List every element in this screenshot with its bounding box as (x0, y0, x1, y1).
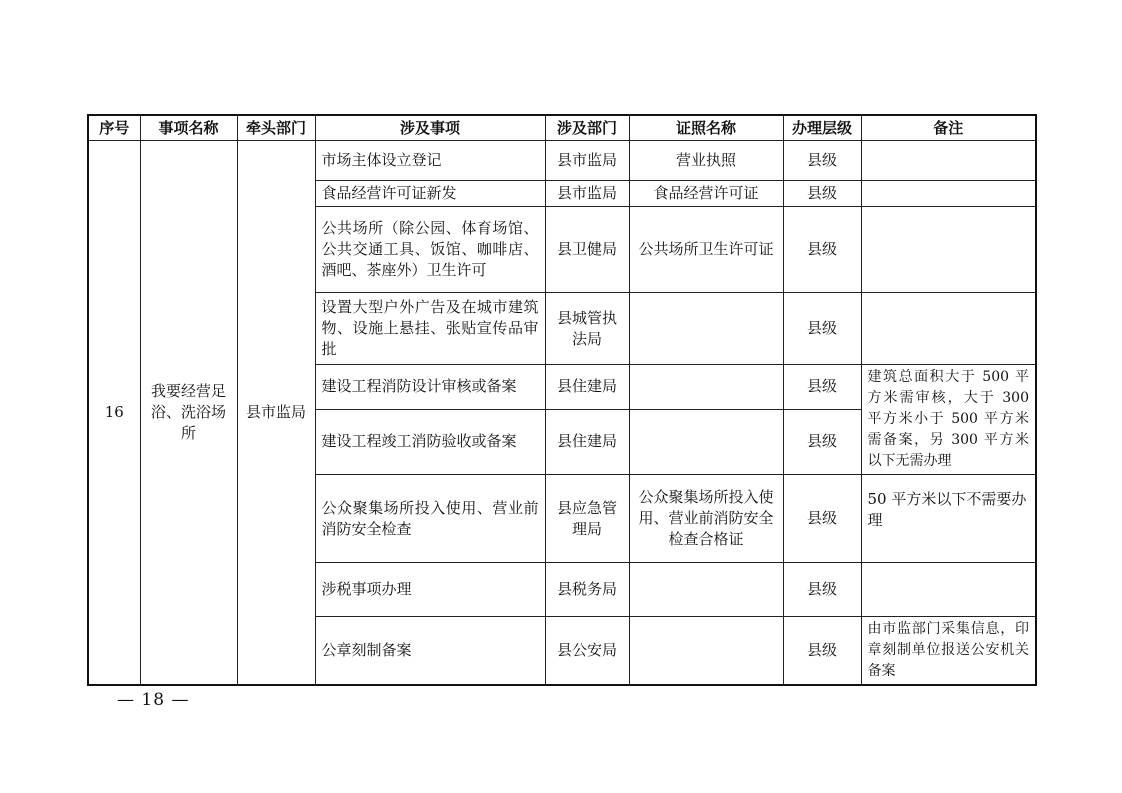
row-matter: 设置大型户外广告及在城市建筑物、设施上悬挂、张贴宣传品审批 (315, 293, 545, 365)
header-lead-dept: 牵头部门 (237, 115, 315, 141)
row-license: 食品经营许可证 (629, 181, 783, 207)
row-note (861, 207, 1036, 293)
row-level: 县级 (783, 207, 861, 293)
row-matter: 公共场所（除公园、体育场馆、公共交通工具、饭馆、咖啡店、酒吧、茶座外）卫生许可 (315, 207, 545, 293)
row-license: 公众聚集场所投入使用、营业前消防安全检查合格证 (629, 475, 783, 563)
row-license: 营业执照 (629, 141, 783, 181)
row-matter: 建设工程消防设计审核或备案 (315, 365, 545, 410)
row-license (629, 293, 783, 365)
row-note (861, 181, 1036, 207)
row-dept: 县住建局 (545, 409, 629, 474)
row-note (861, 293, 1036, 365)
page-number: — 18 — (117, 690, 190, 710)
header-dept: 涉及部门 (545, 115, 629, 141)
row-dept: 县卫健局 (545, 207, 629, 293)
row-level: 县级 (783, 293, 861, 365)
row-matter: 建设工程竣工消防验收或备案 (315, 409, 545, 474)
header-no: 序号 (88, 115, 140, 141)
row-dept: 县税务局 (545, 563, 629, 617)
header-matter: 涉及事项 (315, 115, 545, 141)
row-license (629, 617, 783, 686)
row-dept: 县住建局 (545, 365, 629, 410)
row-license (629, 563, 783, 617)
table-row (88, 141, 1036, 181)
row-matter: 涉税事项办理 (315, 563, 545, 617)
header-note: 备注 (861, 115, 1036, 141)
row-dept: 县应急管理局 (545, 475, 629, 563)
row-level: 县级 (783, 409, 861, 474)
row-license: 公共场所卫生许可证 (629, 207, 783, 293)
group-lead-dept: 县市监局 (237, 141, 315, 686)
row-matter: 市场主体设立登记 (315, 141, 545, 181)
row-level: 县级 (783, 563, 861, 617)
row-dept: 县市监局 (545, 181, 629, 207)
row-matter: 公众聚集场所投入使用、营业前消防安全检查 (315, 475, 545, 563)
header-level: 办理层级 (783, 115, 861, 141)
row-note (861, 141, 1036, 181)
row-matter: 食品经营许可证新发 (315, 181, 545, 207)
group-item-name: 我要经营足浴、洗浴场所 (140, 141, 237, 686)
row-note: 建筑总面积大于 500 平方米需审核，大于 300 平方米小于 500 平方米需备案，另 300 平方米以下无需办理 (861, 365, 1036, 475)
row-matter: 公章刻制备案 (315, 617, 545, 686)
row-license (629, 409, 783, 474)
header-item-name: 事项名称 (140, 115, 237, 141)
row-level: 县级 (783, 365, 861, 410)
row-level: 县级 (783, 181, 861, 207)
row-dept: 县市监局 (545, 141, 629, 181)
row-level: 县级 (783, 475, 861, 563)
row-level: 县级 (783, 141, 861, 181)
row-dept: 县城管执法局 (545, 293, 629, 365)
header-license: 证照名称 (629, 115, 783, 141)
row-note: 由市监部门采集信息，印章刻制单位报送公安机关备案 (861, 617, 1036, 686)
permit-table (87, 114, 1037, 686)
row-note: 50 平方米以下不需要办理 (861, 475, 1036, 563)
group-no: 16 (88, 141, 140, 686)
row-dept: 县公安局 (545, 617, 629, 686)
row-license (629, 365, 783, 410)
header-row (88, 115, 1036, 141)
row-note (861, 563, 1036, 617)
row-level: 县级 (783, 617, 861, 686)
